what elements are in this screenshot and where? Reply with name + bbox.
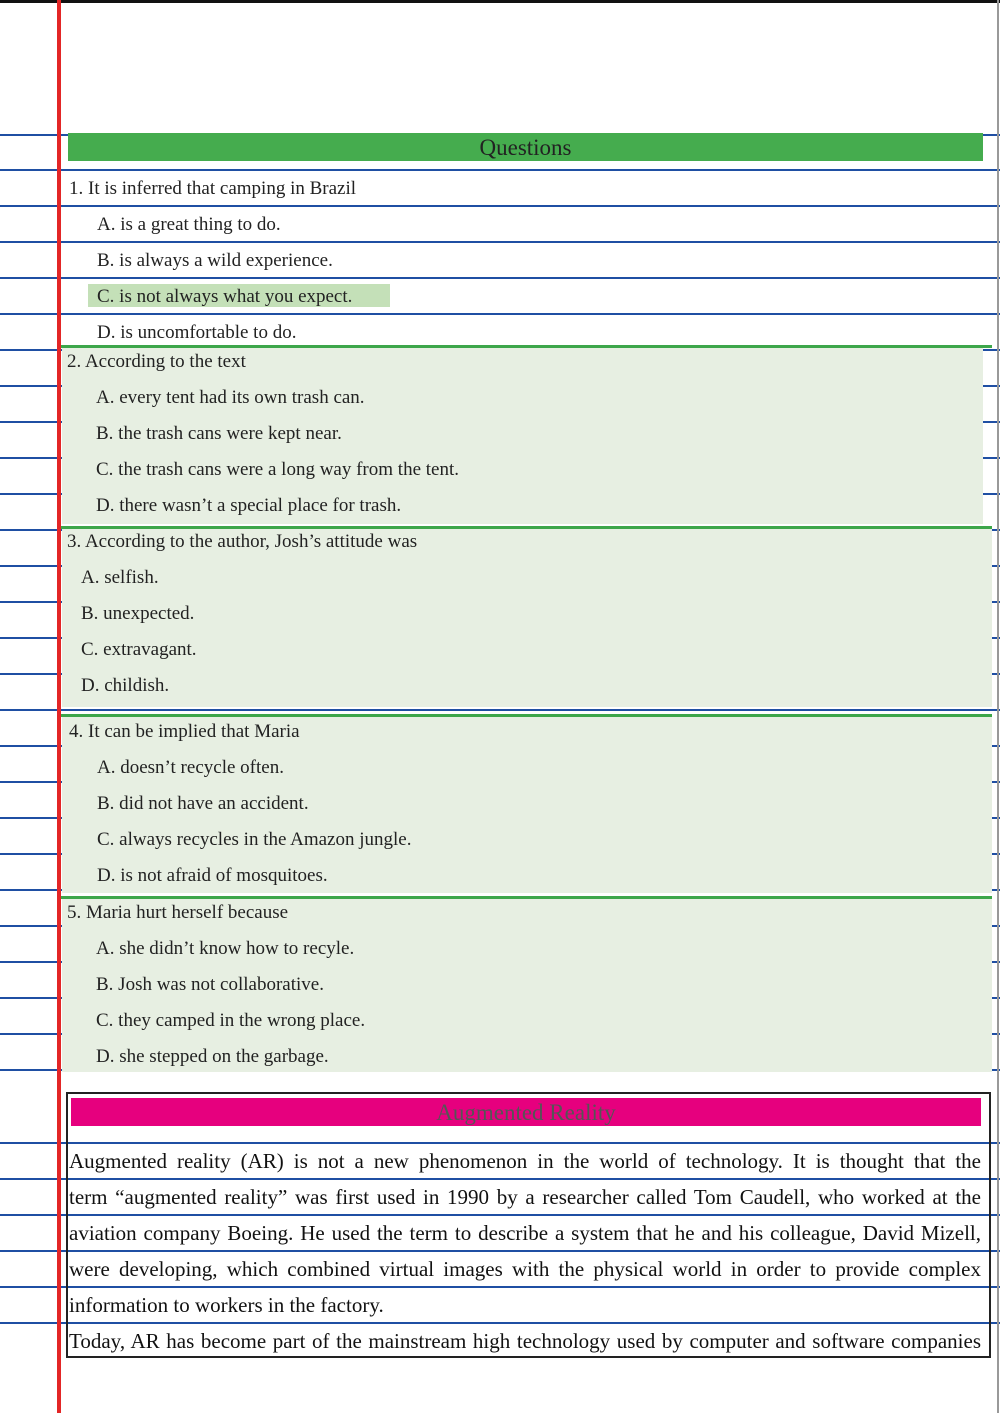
reading-line: were developing, which combined virtual images with the physical world in order to provide complex [69, 1257, 981, 1281]
ruled-line [0, 709, 1000, 711]
reading-line: aviation company Boeing. He used the term to describe a system that he and his colleague, David Mizell, [69, 1221, 981, 1245]
ruled-line-stub [0, 565, 62, 567]
question-1-option-b[interactable]: B. is always a wild experience. [97, 250, 333, 271]
ruled-line-stub [0, 421, 62, 423]
ruled-line-stub [0, 745, 62, 747]
question-3-stem: 3. According to the author, Josh’s attitude was [67, 531, 418, 552]
ruled-line [0, 205, 1000, 207]
question-3-option-d[interactable]: D. childish. [81, 675, 170, 696]
question-4-option-b[interactable]: B. did not have an accident. [97, 793, 309, 814]
ruled-line-stub [0, 781, 62, 783]
green-separator [60, 526, 992, 529]
green-separator [60, 714, 992, 717]
question-5-option-c[interactable]: C. they camped in the wrong place. [96, 1010, 366, 1031]
top-border [0, 0, 1000, 3]
questions-header: Questions [68, 133, 983, 161]
green-separator [60, 345, 992, 348]
ruled-line [0, 313, 1000, 315]
ruled-line-stub [0, 493, 62, 495]
question-2-option-c[interactable]: C. the trash cans were a long way from the tent. [96, 459, 459, 480]
question-4-option-a[interactable]: A. doesn’t recycle often. [97, 757, 284, 778]
question-4-option-d[interactable]: D. is not afraid of mosquitoes. [97, 865, 328, 886]
question-2-stem: 2. According to the text [67, 351, 246, 372]
reading-line: term “augmented reality” was first used in 1990 by a researcher called Tom Caudell, who worked at the [69, 1185, 981, 1209]
ruled-line-stub [0, 817, 62, 819]
question-4-option-c[interactable]: C. always recycles in the Amazon jungle. [97, 829, 412, 850]
ruled-line-stub [0, 1033, 62, 1035]
question-5-option-a[interactable]: A. she didn’t know how to recyle. [96, 938, 355, 959]
ruled-line-stub [0, 457, 62, 459]
right-border [997, 0, 999, 1413]
ruled-line [0, 277, 1000, 279]
question-2-option-a[interactable]: A. every tent had its own trash can. [96, 387, 365, 408]
ruled-line-stub [0, 997, 62, 999]
question-3-block [62, 529, 992, 707]
question-1-stem: 1. It is inferred that camping in Brazil [69, 178, 357, 199]
question-5-option-b[interactable]: B. Josh was not collaborative. [96, 974, 324, 995]
reading-line: Today, AR has become part of the mainstream high technology used by computer and software companies [69, 1329, 981, 1353]
question-5-option-d[interactable]: D. she stepped on the garbage. [96, 1046, 329, 1067]
ruled-line [0, 169, 1000, 171]
ruled-line [0, 241, 1000, 243]
red-margin-line [57, 0, 61, 1413]
question-4-stem: 4. It can be implied that Maria [69, 721, 300, 742]
green-separator [60, 896, 992, 899]
question-3-option-a[interactable]: A. selfish. [81, 567, 159, 588]
question-2-option-d[interactable]: D. there wasn’t a special place for trash. [96, 495, 402, 516]
ruled-line-stub [0, 601, 62, 603]
question-1-option-d[interactable]: D. is uncomfortable to do. [97, 322, 297, 343]
reading-line: information to workers in the factory. [69, 1293, 384, 1317]
ruled-line-stub [0, 673, 62, 675]
reading-title: Augmented Reality [71, 1098, 981, 1126]
ruled-line-stub [0, 853, 62, 855]
question-2-option-b[interactable]: B. the trash cans were kept near. [96, 423, 342, 444]
ruled-line-stub [0, 385, 62, 387]
question-5-stem: 5. Maria hurt herself because [67, 902, 289, 923]
reading-line: Augmented reality (AR) is not a new phenomenon in the world of technology. It is thought that the [69, 1149, 981, 1173]
question-1-option-c-selected[interactable]: C. is not always what you expect. [97, 286, 353, 307]
ruled-line-stub [0, 925, 62, 927]
ruled-line-stub [0, 637, 62, 639]
question-3-option-b[interactable]: B. unexpected. [81, 603, 195, 624]
question-1-option-a[interactable]: A. is a great thing to do. [97, 214, 281, 235]
question-3-option-c[interactable]: C. extravagant. [81, 639, 197, 660]
ruled-line-stub [0, 961, 62, 963]
